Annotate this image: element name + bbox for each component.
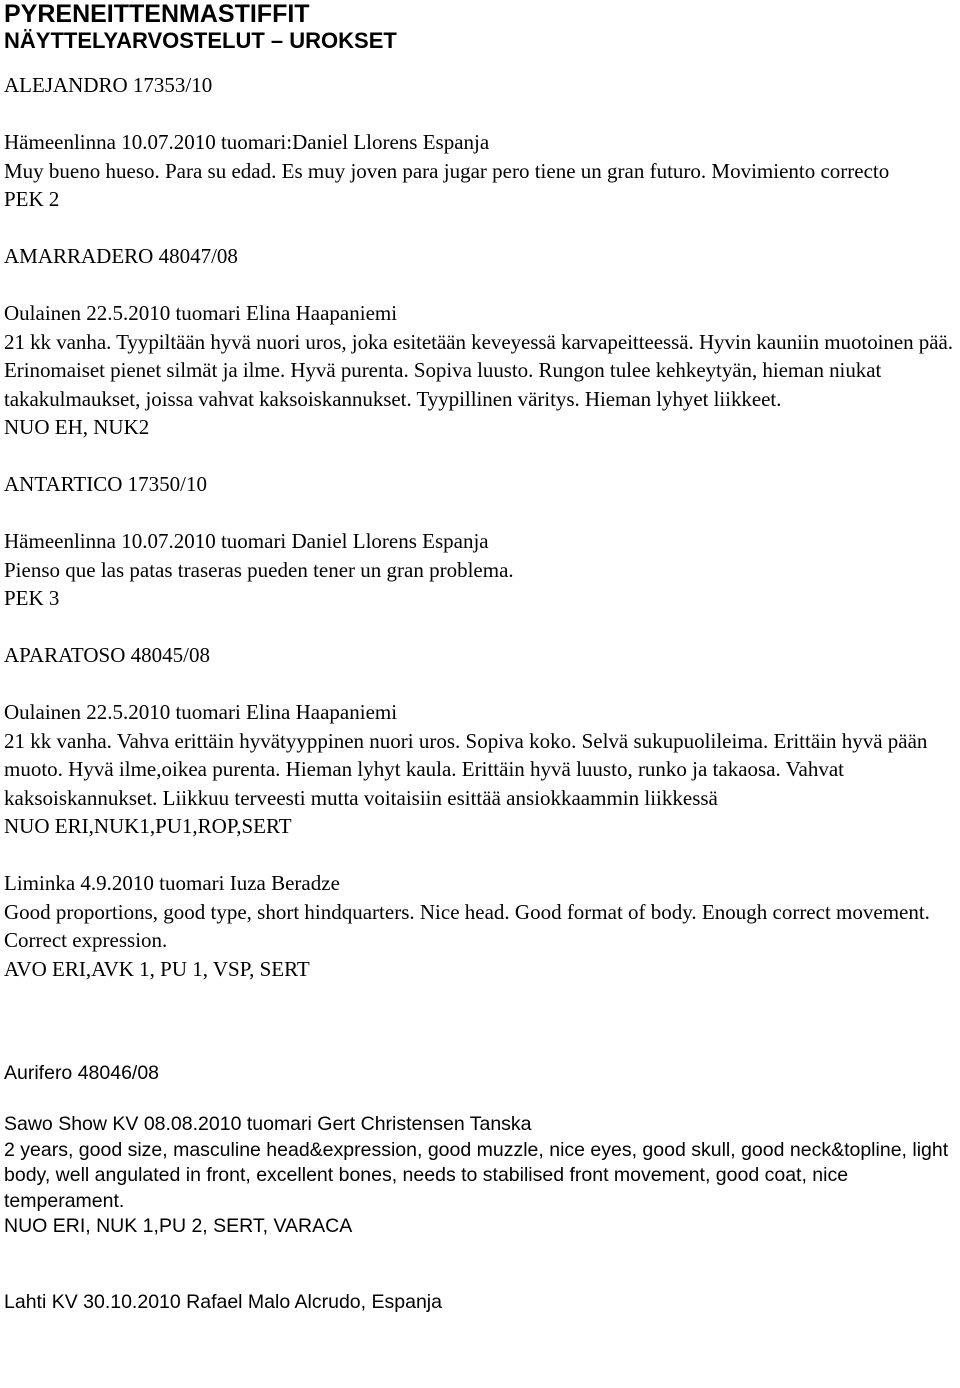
review-result: NUO EH, NUK2	[4, 415, 150, 439]
review-result: NUO ERI, NUK 1,PU 2, SERT, VARACA	[4, 1215, 353, 1237]
review-text: 2 years, good size, masculine head&expression, good muzzle, nice eyes, good skull, good neck&topline, light body, well angulated in front, excellent bones, needs to stabilised front movement, good coat, nice temperament.	[4, 1138, 949, 1212]
entry-aurifero	[4, 1061, 956, 1315]
show-header: Liminka 4.9.2010 tuomari Iuza Beradze	[4, 871, 340, 895]
review-result: NUO ERI,NUK1,PU1,ROP,SERT	[4, 814, 292, 838]
review-result: PEK 2	[4, 187, 60, 211]
show-header: Oulainen 22.5.2010 tuomari Elina Haapaniemi	[4, 301, 398, 325]
review-result: PEK 3	[4, 586, 60, 610]
entry-alejandro	[4, 71, 956, 214]
show-header: Hämeenlinna 10.07.2010 tuomari:Daniel Llorens Espanja	[4, 130, 490, 154]
show-header: Lahti KV 30.10.2010 Rafael Malo Alcrudo, Espanja	[4, 1290, 442, 1313]
review-text: 21 kk vanha. Vahva erittäin hyvätyyppinen nuori uros. Sopiva koko. Selvä sukupuolileima. Erittäin hyvä pään muoto. Hyvä ilme,oikea purenta. Hieman lyhyt kaula. Erittäin hyvä luusto, runko ja takaosa. Vahvat kaksoiskannukset. Liikkuu terveesti mutta voitaisiin esittää ansiokkaammin liikkessä	[4, 728, 928, 810]
review-text: 21 kk vanha. Tyypiltään hyvä nuori uros, joka esitetään keveyessä karvapeitteessä. Hyvin kauniin muotoinen pää. Erinomaiset pienet silmät ja ilme. Hyvä purenta. Sopiva luusto. Rungon tulee kehkeytyän, hieman niukat takakulmaukset, joissa vahvat kaksoiskannukset. Tyypillinen väritys. Hieman lyhyet liikkeet.	[4, 329, 953, 411]
dog-name: ANTARTICO 17350/10	[4, 472, 207, 496]
show-header: Oulainen 22.5.2010 tuomari Elina Haapaniemi	[4, 700, 398, 724]
dog-name: APARATOSO 48045/08	[4, 643, 210, 667]
review-text: Pienso que las patas traseras pueden tener un gran problema.	[4, 557, 514, 582]
dog-name: AMARRADERO 48047/08	[4, 244, 238, 268]
dog-name: Aurifero 48046/08	[4, 1062, 160, 1084]
review-result: AVO ERI,AVK 1, PU 1, VSP, SERT	[4, 956, 310, 981]
show-header: Sawo Show KV 08.08.2010 tuomari Gert Christensen Tanska	[4, 1113, 532, 1135]
review-text: Good proportions, good type, short hindquarters. Nice head. Good format of body. Enough correct movement. Correct expression.	[4, 899, 930, 952]
show-header: Hämeenlinna 10.07.2010 tuomari Daniel Llorens Espanja	[4, 529, 489, 553]
document-subtitle: NÄYTTELYARVOSTELUT – UROKSET	[4, 28, 397, 53]
document-page	[4, 0, 956, 1315]
entry-amarradero	[4, 242, 956, 442]
entry-aparatoso	[4, 641, 956, 983]
entry-antartico	[4, 470, 956, 613]
dog-name: ALEJANDRO 17353/10	[4, 73, 213, 97]
review-text: Muy bueno hueso. Para su edad. Es muy joven para jugar pero tiene un gran futuro. Movimiento correcto	[4, 158, 890, 183]
document-title: PYRENEITTENMASTIFFIT	[4, 0, 310, 28]
